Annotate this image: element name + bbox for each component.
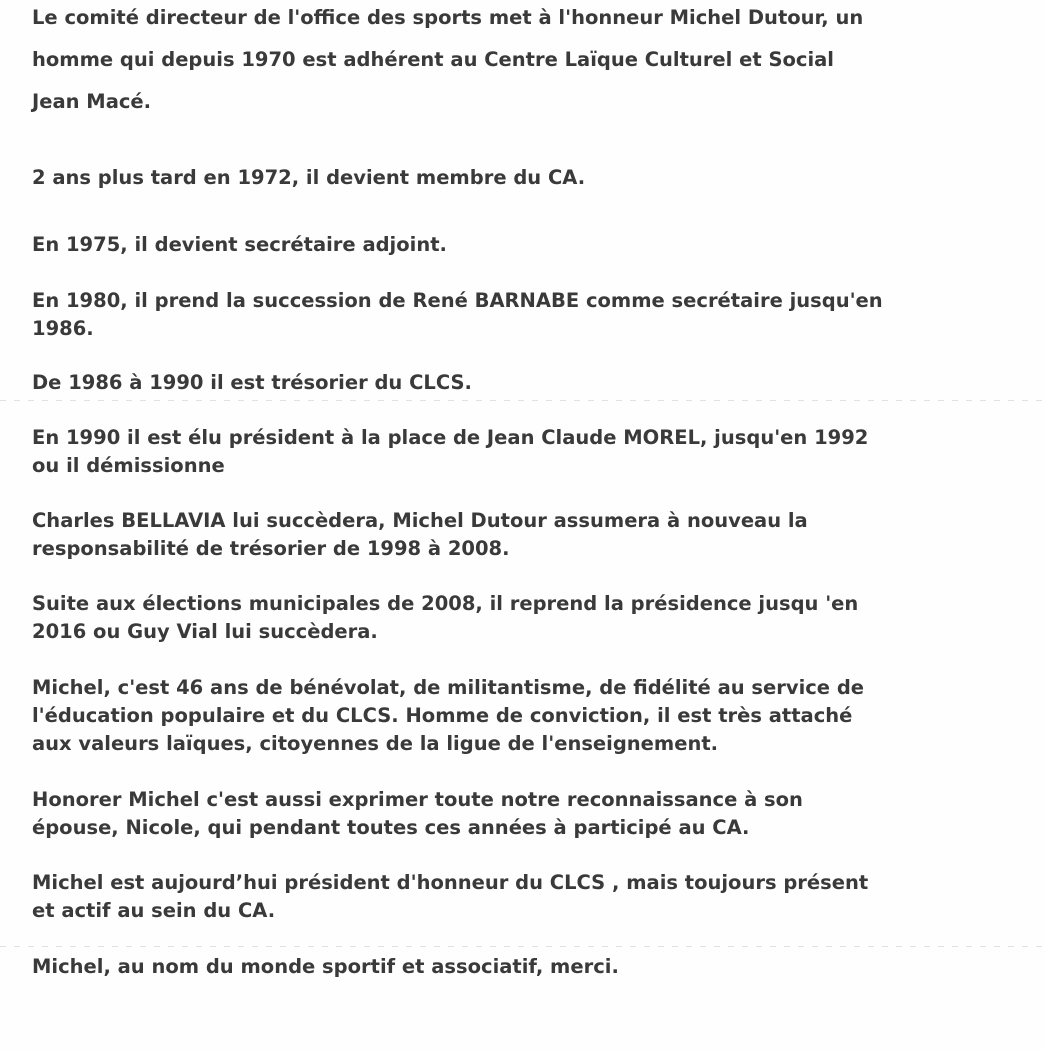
paragraph-tribute	[32, 674, 864, 758]
text-line: En 1990 il est élu président à la place de Jean Claude MOREL, jusqu'en 1992	[32, 426, 869, 449]
text-line: responsabilité de trésorier de 1998 à 2008.	[32, 537, 510, 560]
text-line: épouse, Nicole, qui pendant toutes ces années à participé au CA.	[32, 816, 750, 839]
scan-artifact-line	[0, 946, 1045, 947]
paragraph-closing	[32, 953, 619, 981]
paragraph-nicole	[32, 786, 803, 842]
scan-artifact-line	[0, 400, 1045, 401]
text-line: 2016 ou Guy Vial lui succèdera.	[32, 620, 378, 643]
paragraph-honorary	[32, 869, 868, 925]
paragraph-1990	[32, 424, 868, 480]
paragraph-1980	[32, 287, 883, 343]
paragraph-1975	[32, 231, 447, 259]
text-line: et actif au sein du CA.	[32, 899, 276, 922]
text-line: ou il démissionne	[32, 454, 225, 477]
text-line: 2 ans plus tard en 1972, il devient membre du CA.	[32, 166, 586, 189]
text-line: l'éducation populaire et du CLCS. Homme de conviction, il est très attaché	[32, 704, 853, 727]
text-line: En 1980, il prend la succession de René BARNABE comme secrétaire jusqu'en	[32, 289, 883, 312]
text-line: Michel, au nom du monde sportif et associatif, merci.	[32, 955, 619, 978]
text-line: De 1986 à 1990 il est trésorier du CLCS.	[32, 371, 472, 394]
text-line: Michel, c'est 46 ans de bénévolat, de militantisme, de fidélité au service de	[32, 676, 865, 699]
text-line: Honorer Michel c'est aussi exprimer toute notre reconnaissance à son	[32, 788, 803, 811]
paragraph-1986	[32, 369, 472, 397]
text-line: Michel est aujourd’hui président d'honneur du CLCS , mais toujours présent	[32, 871, 869, 894]
text-line: Le comité directeur de l'office des sports met à l'honneur Michel Dutour, un	[32, 6, 864, 29]
text-line: Jean Macé.	[32, 90, 152, 113]
paragraph-intro	[32, 0, 863, 123]
paragraph-1972	[32, 164, 585, 192]
text-line: En 1975, il devient secrétaire adjoint.	[32, 233, 447, 256]
paragraph-2008	[32, 590, 858, 646]
text-line: homme qui depuis 1970 est adhérent au Centre Laïque Culturel et Social	[32, 48, 834, 71]
paragraph-bellavia	[32, 507, 808, 563]
text-line: aux valeurs laïques, citoyennes de la ligue de l'enseignement.	[32, 732, 719, 755]
text-line: Charles BELLAVIA lui succèdera, Michel Dutour assumera à nouveau la	[32, 509, 808, 532]
text-line: 1986.	[32, 317, 94, 340]
text-line: Suite aux élections municipales de 2008, il reprend la présidence jusqu 'en	[32, 592, 859, 615]
